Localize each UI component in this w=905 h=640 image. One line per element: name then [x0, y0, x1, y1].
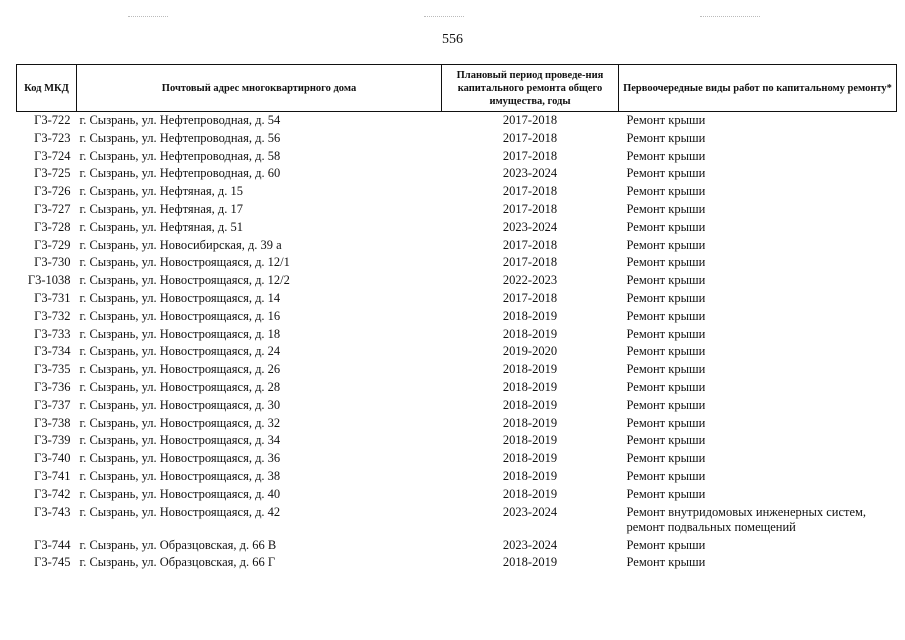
header-period: Плановый период проведе-ния капитального ремонта общего имущества, годы: [442, 65, 619, 112]
table-row: [17, 130, 897, 148]
cell-code: Г3-730: [34, 255, 71, 270]
cell-code: Г3-735: [34, 362, 71, 377]
repair-schedule-table: [16, 64, 897, 572]
table-row: [17, 183, 897, 201]
table-row: [17, 468, 897, 486]
cell-address: г. Сызрань, ул. Нефтяная, д. 15: [79, 184, 243, 199]
cell-address: г. Сызрань, ул. Нефтепроводная, д. 56: [79, 130, 281, 145]
table-row: [17, 504, 897, 537]
cell-works: Ремонт крыши: [626, 166, 706, 181]
table-row: [17, 112, 897, 130]
cell-period: 2018-2019: [502, 326, 558, 341]
cell-period: 2019-2020: [502, 344, 558, 359]
cell-code: Г3-739: [34, 433, 71, 448]
table-row: [17, 397, 897, 415]
cell-works: Ремонт крыши: [626, 290, 706, 305]
cell-code: Г3-725: [34, 166, 71, 181]
cell-works: Ремонт крыши: [626, 201, 706, 216]
cell-code: Г3-722: [34, 113, 71, 127]
cell-address: г. Сызрань, ул. Новостроящаяся, д. 40: [79, 486, 281, 501]
table-row: [17, 361, 897, 379]
cell-address: г. Сызрань, ул. Новостроящаяся, д. 26: [79, 362, 281, 377]
table-row: [17, 237, 897, 255]
table-row: [17, 148, 897, 166]
cell-period: 2018-2019: [502, 415, 558, 430]
cell-code: Г3-732: [34, 308, 71, 323]
cell-code: Г3-728: [34, 219, 71, 234]
cell-code: Г3-740: [34, 451, 71, 466]
cell-address: г. Сызрань, ул. Новостроящаяся, д. 14: [79, 290, 281, 305]
cell-period: 2023-2024: [502, 219, 558, 234]
cell-period: 2018-2019: [502, 308, 558, 323]
cell-works: Ремонт крыши: [626, 397, 706, 412]
cell-works: Ремонт крыши: [626, 273, 706, 288]
table-row: [17, 326, 897, 344]
cell-period: 2018-2019: [502, 468, 558, 483]
cell-code: Г3-744: [34, 537, 71, 552]
cell-code: Г3-737: [34, 397, 71, 412]
cell-works: Ремонт крыши: [626, 344, 706, 359]
table-row: [17, 450, 897, 468]
cell-period: 2017-2018: [502, 148, 558, 163]
cell-address: г. Сызрань, ул. Новостроящаяся, д. 32: [79, 415, 281, 430]
table-row: [17, 343, 897, 361]
cell-address: г. Сызрань, ул. Нефтепроводная, д. 58: [79, 148, 281, 163]
cell-address: г. Сызрань, ул. Новостроящаяся, д. 18: [79, 326, 281, 341]
cell-code: Г3-742: [34, 486, 71, 501]
cell-address: г. Сызрань, ул. Новостроящаяся, д. 30: [79, 397, 281, 412]
cell-works: Ремонт крыши: [626, 415, 706, 430]
table-row: [17, 308, 897, 326]
cell-code: Г3-1038: [27, 273, 71, 288]
cell-period: 2018-2019: [502, 555, 558, 570]
cell-address: г. Сызрань, ул. Нефтепроводная, д. 54: [79, 113, 281, 127]
table-row: [17, 272, 897, 290]
cell-code: Г3-745: [34, 555, 71, 570]
table-row: [17, 379, 897, 397]
table-row: [17, 219, 897, 237]
table-header-row: [17, 65, 897, 112]
table-row: [17, 201, 897, 219]
table-row: [17, 537, 897, 555]
cell-address: г. Сызрань, ул. Новостроящаяся, д. 12/2: [79, 273, 290, 288]
cell-works: Ремонт крыши: [626, 237, 706, 252]
cell-period: 2017-2018: [502, 113, 558, 127]
page-number: 556: [442, 32, 463, 47]
cell-address: г. Сызрань, ул. Новосибирская, д. 39 а: [79, 237, 282, 252]
cell-period: 2017-2018: [502, 130, 558, 145]
cell-period: 2018-2019: [502, 451, 558, 466]
cell-address: г. Сызрань, ул. Новостроящаяся, д. 36: [79, 451, 281, 466]
header-works: Первоочередные виды работ по капитальному ремонту*: [619, 65, 897, 112]
table-row: [17, 290, 897, 308]
cell-code: Г3-743: [34, 504, 71, 519]
cell-period: 2023-2024: [502, 166, 558, 181]
cell-period: 2017-2018: [502, 290, 558, 305]
cell-works: Ремонт крыши: [626, 555, 706, 570]
cell-works: Ремонт крыши: [626, 219, 706, 234]
cell-address: г. Сызрань, ул. Нефтяная, д. 17: [79, 201, 243, 216]
cell-period: 2018-2019: [502, 397, 558, 412]
table-row: [17, 165, 897, 183]
header-address: Почтовый адрес многоквартирного дома: [77, 65, 442, 112]
cell-works: Ремонт внутридомовых инженерных систем, ремонт подвальных помещений: [626, 504, 867, 534]
cell-period: 2017-2018: [502, 237, 558, 252]
cell-code: Г3-724: [34, 148, 71, 163]
cell-works: Ремонт крыши: [626, 184, 706, 199]
cell-address: г. Сызрань, ул. Образцовская, д. 66 Г: [79, 555, 276, 570]
cell-address: г. Сызрань, ул. Новостроящаяся, д. 24: [79, 344, 281, 359]
cell-period: 2017-2018: [502, 184, 558, 199]
cell-works: Ремонт крыши: [626, 451, 706, 466]
table-row: [17, 254, 897, 272]
cell-address: г. Сызрань, ул. Новостроящаяся, д. 34: [79, 433, 281, 448]
cell-period: 2018-2019: [502, 486, 558, 501]
cell-works: Ремонт крыши: [626, 433, 706, 448]
cell-works: Ремонт крыши: [626, 255, 706, 270]
cell-period: 2023-2024: [502, 537, 558, 552]
cell-works: Ремонт крыши: [626, 308, 706, 323]
cell-works: Ремонт крыши: [626, 113, 706, 127]
cell-period: 2018-2019: [502, 433, 558, 448]
table-row: [17, 415, 897, 433]
cell-code: Г3-729: [34, 237, 71, 252]
cell-address: г. Сызрань, ул. Новостроящаяся, д. 16: [79, 308, 281, 323]
cell-code: Г3-736: [34, 379, 71, 394]
cell-works: Ремонт крыши: [626, 130, 706, 145]
cell-works: Ремонт крыши: [626, 326, 706, 341]
table-row: [17, 432, 897, 450]
cell-works: Ремонт крыши: [626, 148, 706, 163]
cell-code: Г3-726: [34, 184, 71, 199]
cell-period: 2017-2018: [502, 201, 558, 216]
table-row: [17, 486, 897, 504]
cell-code: Г3-727: [34, 201, 71, 216]
cell-code: Г3-733: [34, 326, 71, 341]
cell-code: Г3-741: [34, 468, 71, 483]
cell-address: г. Сызрань, ул. Нефтепроводная, д. 60: [79, 166, 281, 181]
header-code: Код МКД: [17, 65, 77, 112]
cell-period: 2023-2024: [502, 504, 558, 519]
scan-artifacts: [0, 16, 905, 20]
cell-address: г. Сызрань, ул. Новостроящаяся, д. 42: [79, 504, 281, 519]
cell-code: Г3-731: [34, 290, 71, 305]
cell-period: 2022-2023: [502, 273, 558, 288]
cell-works: Ремонт крыши: [626, 486, 706, 501]
cell-works: Ремонт крыши: [626, 379, 706, 394]
cell-period: 2018-2019: [502, 379, 558, 394]
cell-address: г. Сызрань, ул. Новостроящаяся, д. 38: [79, 468, 281, 483]
cell-address: г. Сызрань, ул. Образцовская, д. 66 В: [79, 537, 277, 552]
cell-code: Г3-734: [34, 344, 71, 359]
cell-address: г. Сызрань, ул. Новостроящаяся, д. 12/1: [79, 255, 290, 270]
table-body: [17, 112, 897, 573]
table-row: [17, 554, 897, 572]
cell-works: Ремонт крыши: [626, 468, 706, 483]
cell-code: Г3-723: [34, 130, 71, 145]
cell-works: Ремонт крыши: [626, 362, 706, 377]
cell-period: 2018-2019: [502, 362, 558, 377]
cell-address: г. Сызрань, ул. Новостроящаяся, д. 28: [79, 379, 281, 394]
cell-code: Г3-738: [34, 415, 71, 430]
cell-address: г. Сызрань, ул. Нефтяная, д. 51: [79, 219, 243, 234]
cell-period: 2017-2018: [502, 255, 558, 270]
cell-works: Ремонт крыши: [626, 537, 706, 552]
